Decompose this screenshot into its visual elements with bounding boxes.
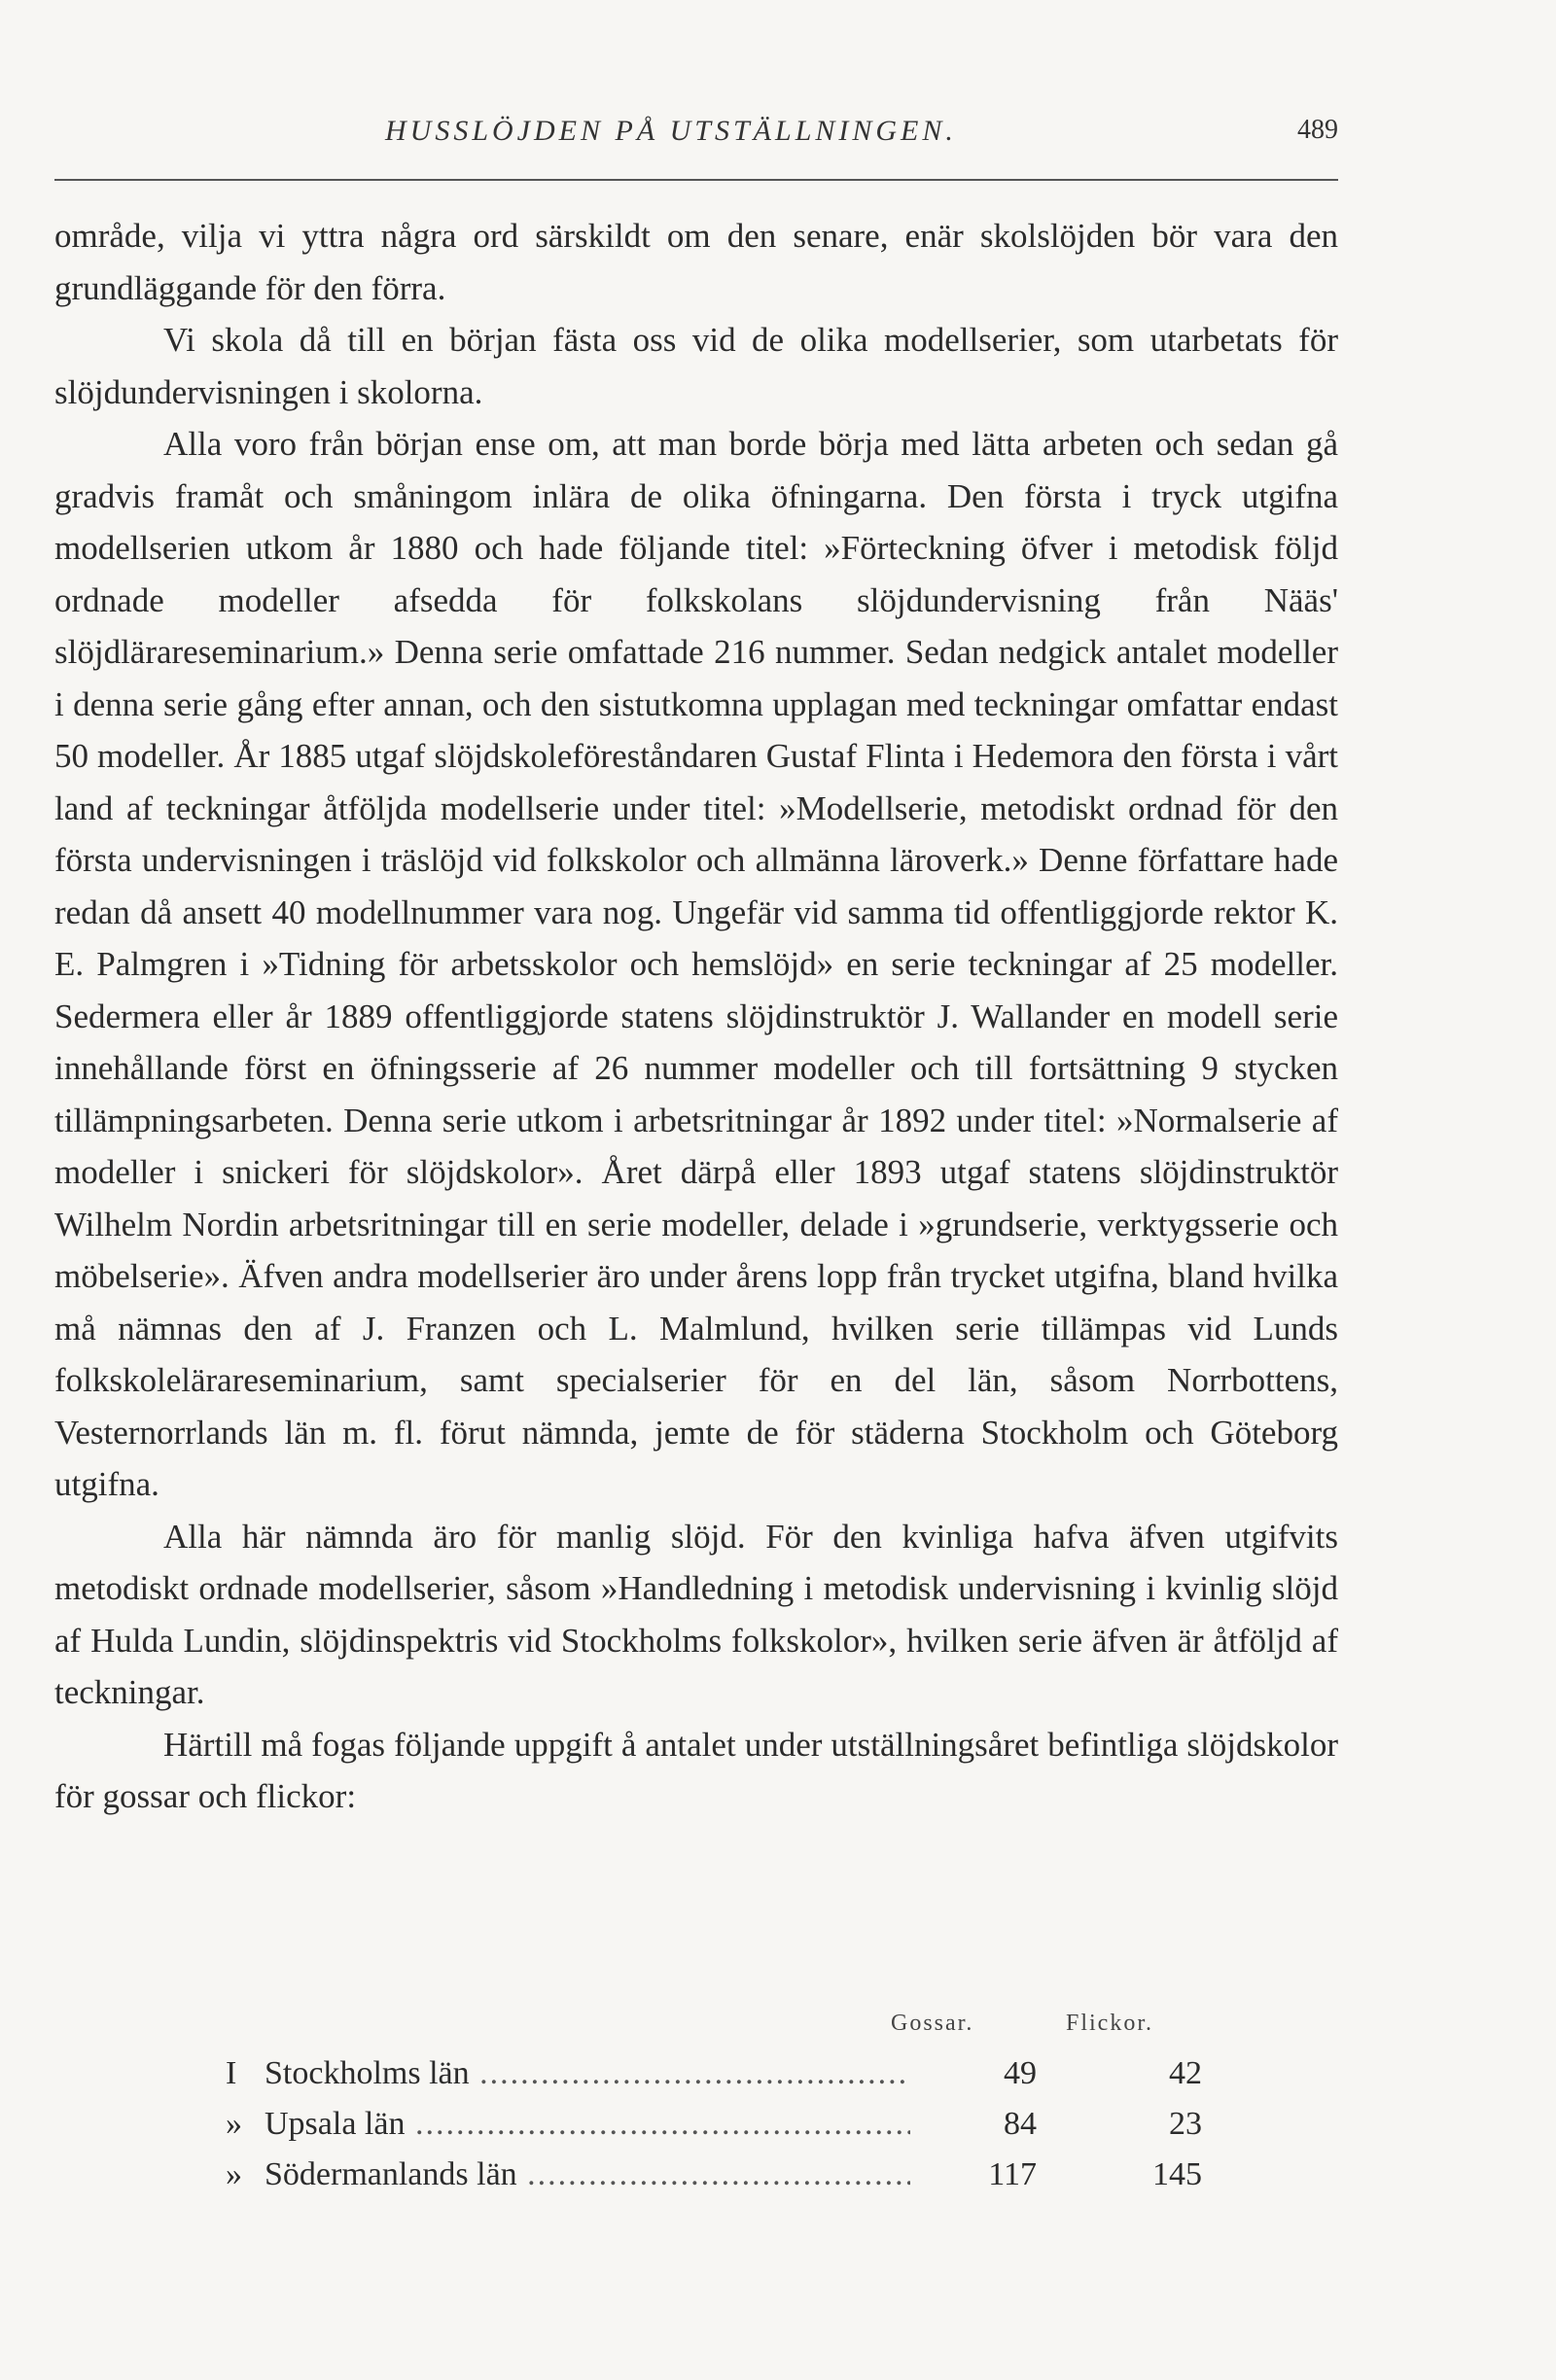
table-header <box>54 2011 1338 2055</box>
county-name: Upsala län ..... <box>265 2106 936 2143</box>
row-prefix: I <box>226 2055 237 2091</box>
girls-count: 145 <box>1152 2156 1202 2192</box>
paragraph: Alla här nämnda äro för manlig slöjd. För den kvinliga hafva äfven utgifvits metodiskt ordnade modellserier, såsom »Handledning i metodisk undervisning i kvinlig slöjd af Hulda Lundin, slöjdinspektris vid Stockholms folkskolor», hvilken serie äfven är åtföljd af teckningar. <box>54 1517 1338 1711</box>
column-header-boys: Gossar. <box>891 2011 974 2036</box>
girls-count: 42 <box>1169 2055 1202 2091</box>
boys-count: 84 <box>910 2106 1037 2143</box>
column-header-girls: Flickor. <box>1066 2011 1154 2036</box>
paragraph: område, vilja vi yttra några ord särskildt om den senare, enär skolslöjden bör vara den grundläggande för den förra. <box>54 217 1338 307</box>
row-prefix: » <box>226 2106 242 2142</box>
schools-table <box>54 2011 1338 2207</box>
page-number: 489 <box>1297 115 1338 145</box>
table-row <box>54 2156 1338 2207</box>
table-row <box>54 2106 1338 2156</box>
running-title: HUSSLÖJDEN PÅ UTSTÄLLNINGEN. <box>385 115 957 147</box>
paragraph: Härtill må fogas följande uppgift å antalet under utställningsåret befintliga slöjdskolor för gossar och flickor: <box>54 1725 1338 1815</box>
boys-count: 49 <box>910 2055 1037 2092</box>
body-text <box>54 210 1338 1823</box>
girls-count: 23 <box>1169 2106 1202 2142</box>
row-prefix: » <box>226 2156 242 2192</box>
boys-count: 117 <box>910 2156 1037 2193</box>
header-rule <box>54 179 1338 181</box>
page-header <box>54 115 1338 154</box>
county-name: Södermanlands län ..... <box>265 2156 936 2193</box>
paragraph: Vi skola då till en början fästa oss vid de olika modellserier, som utarbetats för slöjdundervisningen i skolorna. <box>54 321 1338 411</box>
county-name: Stockholms län ..... <box>265 2055 936 2092</box>
paragraph: Alla voro från början ense om, att man borde börja med lätta arbeten och sedan gå gradvis framåt och småningom inlära de olika öfningarna. Den första i tryck utgifna modellserien utkom år 1880 och hade följande titel: »Förteckning öfver i metodisk följd ordnade modeller afsedda för folkskolans slöjdundervisning från Nääs' slöjdlärareseminarium.» Denna serie omfattade 216 nummer. Sedan nedgick antalet modeller i denna serie gång efter annan, och den sistutkomna upplagan med teckningar omfattar endast 50 modeller. År 1885 utgaf slöjdskoleföreståndaren Gustaf Flinta i Hedemora den första i vårt land af teckningar åtföljda modellserie under titel: »Modellserie, metodiskt ordnad för den första undervisningen i träslöjd vid folkskolor och allmänna läroverk.» Denne författare hade redan då ansett 40 modellnummer vara nog. Ungefär vid samma tid offentliggjorde rektor K. E. Palmgren i »Tidning för arbetsskolor och hemslöjd» en serie teckningar af 25 modeller. Sedermera eller år 1889 offentliggjorde statens slöjdinstruktör J. Wallander en modell serie innehållande först en öfningsserie af 26 nummer modeller och till fortsättning 9 stycken tillämpningsarbeten. Denna serie utkom i arbetsritningar år 1892 under titel: »Normalserie af modeller i snickeri för slöjdskolor». Året därpå eller 1893 utgaf statens slöjdinstruktör Wilhelm Nordin arbetsritningar till en serie modeller, delade i »grundserie, verktygsserie och möbelserie». Äfven andra modellserier äro under årens lopp från trycket utgifna, bland hvilka må nämnas den af J. Franzen och L. Malmlund, hvilken serie tillämpas vid Lunds folkskolelärareseminarium, samt specialserier för en del län, såsom Norrbottens, Vesternorrlands län m. fl. förut nämnda, jemte de för städerna Stockholm och Göteborg utgifna. <box>54 425 1338 1503</box>
table-row <box>54 2055 1338 2106</box>
